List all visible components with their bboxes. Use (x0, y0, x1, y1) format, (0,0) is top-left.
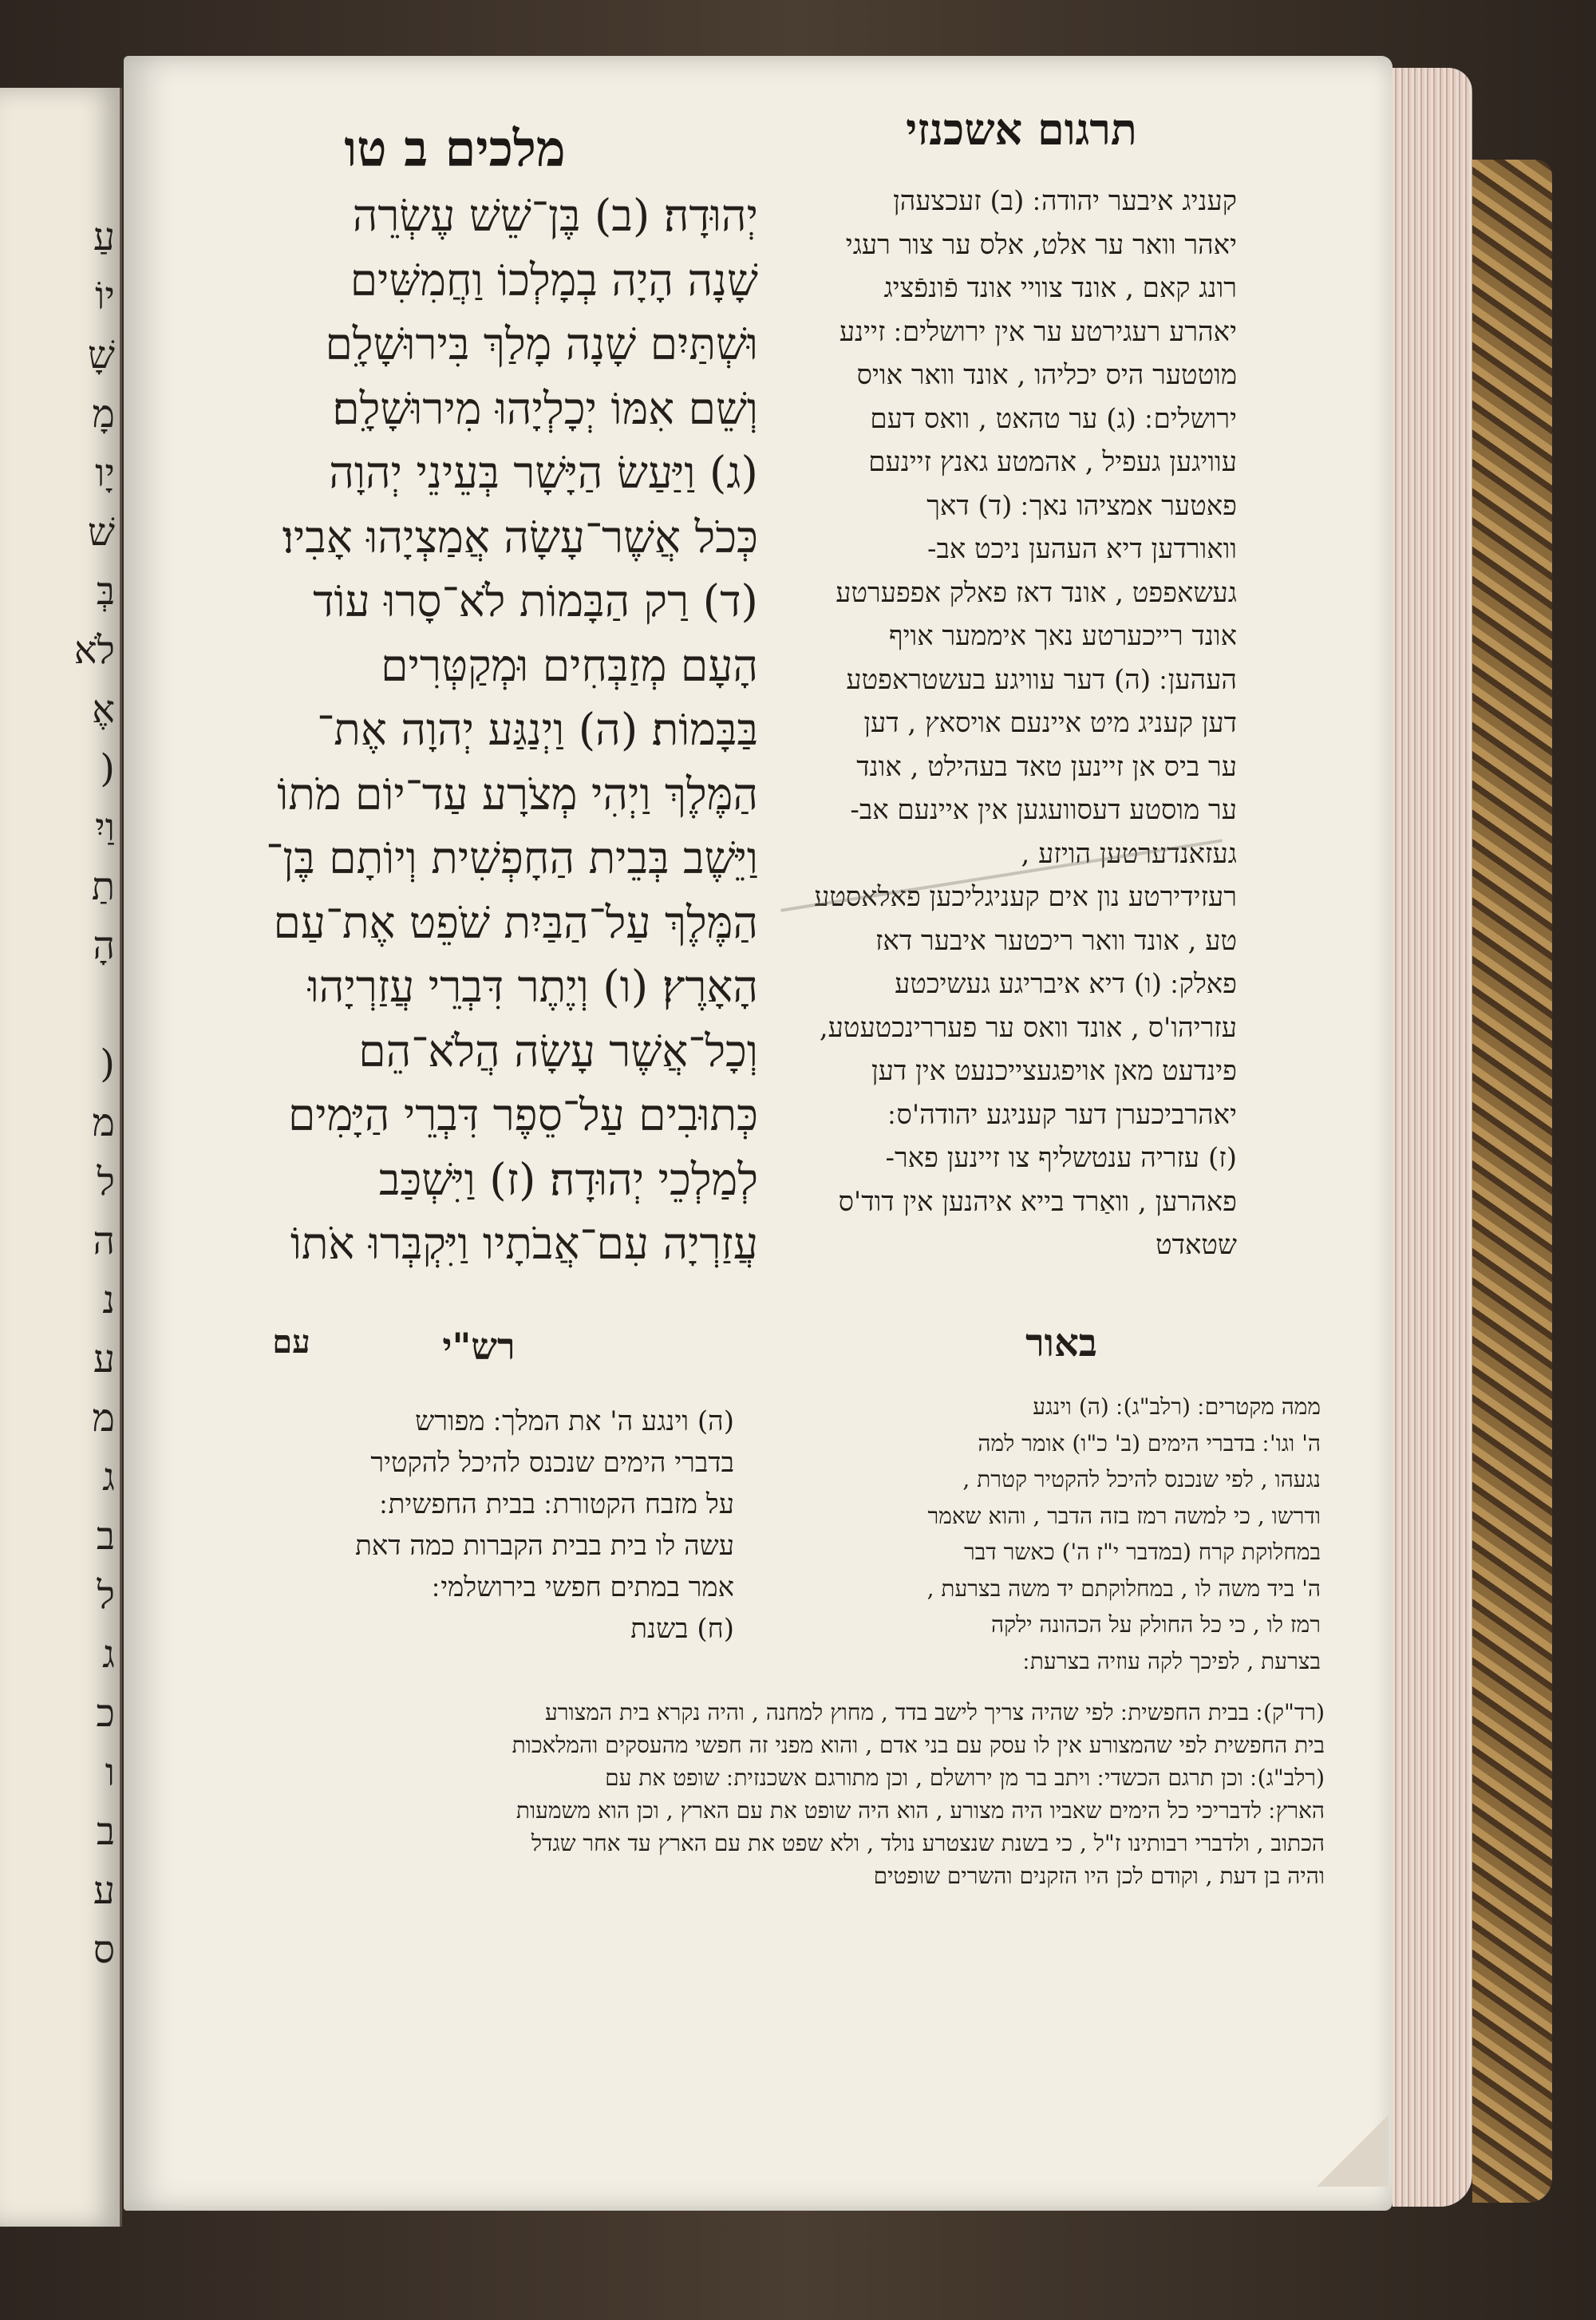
left-page-line: ג (102, 1632, 115, 1677)
targum-line: ירושלים ׃ (ג) ער טהאט , וואס דעם (870, 402, 1237, 435)
biur-line: ממה מקטרים ׃ (רלב"ג) ׃ (ה) וינגע (1033, 1393, 1321, 1420)
page-fore-edge (1393, 68, 1472, 2207)
biur-line: בצרעת , לפיכך לקה עוזיה בצרעת ׃ (1023, 1647, 1321, 1674)
left-page-line: לֹא (73, 628, 115, 673)
bible-line: (ג) וַיַּעַשׂ הַיָּשָׁר בְּעֵינֵי יְהוָה (329, 447, 758, 498)
rashi-line: בדברי הימים שנכנס להיכל להקטיר (370, 1447, 734, 1479)
targum-line: פאהרען , וואַרד בייא איהנען אין דוד'ס (838, 1185, 1237, 1218)
targum-line: (ז) עזריה ענטשליף צו זיינען פאר- (885, 1142, 1237, 1174)
left-page-line: ל (97, 1160, 115, 1204)
bible-line: בַּבָּמוֹת׃ (ה) וַיְנַגַּע יְהוָה אֶת־ (317, 704, 758, 755)
left-page-line: ה (93, 1219, 115, 1263)
left-page-line: בְּ (96, 569, 115, 614)
radak-line: בית החפשית לפי שהמצורע אין לו עסק עם בני אדם , והוא מפני זה חפשי מהעסקים והמלאכות (512, 1732, 1325, 1758)
book-cover-edge (1472, 160, 1552, 2203)
biur-commentary (770, 1389, 1321, 1679)
bible-line: וּשְׁתַּיִם שָׁנָה מָלַךְ בִּירוּשָׁלִָם (325, 318, 758, 370)
rashi-line: עשה לו בית בבית הקברות כמה דאת (355, 1530, 734, 1562)
left-page-line: ( (100, 746, 115, 791)
bible-line: הַמֶּלֶךְ וַיְהִי מְצֹרָע עַד־יוֹם מֹתוֹ (277, 768, 758, 820)
catchword: עם (272, 1323, 310, 1361)
targum-line: פאטער אמציהו נאך ׃ (ד) דאך (926, 489, 1237, 522)
left-page-line: מ (92, 1101, 115, 1145)
left-page-line: תַ (91, 864, 115, 909)
left-page-text (19, 207, 115, 2123)
radak-commentary (207, 1696, 1325, 1892)
targum-line: מוטטער היס יכליהו , אונד וואר אויס (856, 359, 1237, 391)
targum-line: וואורדען דיא העהען ניכט אב- (926, 533, 1237, 565)
left-page-line: אֶ (92, 687, 115, 732)
targum-line: העהען ׃ (ה) דער עוויגע בעשטראפטע (846, 663, 1237, 696)
bible-line: וַיֵּשֶׁב בְּבֵית הַחָפְשִׁית וְיוֹתָם בֶּן־ (266, 832, 758, 883)
rashi-line: (ה) וינגע ה' את המלך ׃ מפורש (415, 1405, 734, 1437)
left-page-line: יָו (95, 451, 115, 496)
targum-line: יאהרע רעגירטע ער אין ירושלים ׃ זיינע (839, 315, 1237, 348)
left-page-line: ו (105, 1750, 115, 1795)
targum-line: רעזידירטע נון אים קעניגליכען פאלאסטע (814, 881, 1237, 913)
biur-line: ה' וגו' ׃ בדברי הימים (ב' כ"ו) אומר למה (978, 1429, 1321, 1456)
biur-line: רמז לו , כי כל החולק על הכהונה ילקה (991, 1611, 1321, 1638)
left-page-line: ב (96, 1809, 115, 1854)
targum-line: אונד רייכערטע נאך איממער אויף (889, 620, 1237, 652)
bible-line: וְכָל־אֲשֶׁר עָשָׂה הֲלֹא־הֵם (358, 1025, 758, 1077)
rashi-line: על מזבח הקטורת ׃ בבית החפשית ׃ (379, 1488, 734, 1520)
rashi-line: אמר במתים חפשי בירושלמי ׃ (432, 1571, 734, 1603)
radak-line: והיה בן דעת , וקודם לכן היו הזקנים והשרים שופטים (873, 1863, 1325, 1889)
left-page-line: ב (96, 1514, 115, 1559)
biur-line: נגעהו , לפי שנכנס להיכל להקטיר קטרת , (962, 1466, 1321, 1492)
left-page-line: נ (102, 1278, 115, 1322)
left-page-line: כ (96, 1691, 115, 1736)
left-page-line: מ (92, 1396, 115, 1441)
bible-line: יְהוּדָה׃ (ב) בֶּן־שֵׁשׁ עֶשְׂרֵה (352, 190, 758, 241)
left-page-line: וַיִ (95, 805, 115, 850)
targum-line: ער מוסטע דעסוועגען אין איינעם אב- (850, 794, 1237, 826)
radak-line: (רלב"ג) ׃ וכן תרגם הכשדי ׃ ויתב בר מן ירושלם , וכן מתורגם אשכנזית ׃ שופט את עם (605, 1765, 1325, 1791)
bible-text-column (184, 184, 758, 1276)
bible-line: לְמַלְכֵי יְהוּדָה׃ (ז) וַיִּשְׁכַּב (378, 1153, 758, 1205)
left-page-line: ס (93, 1927, 115, 1972)
radak-line: הכתוב , ולדברי רבותינו ז"ל , כי בשנת שנצטרע נולד , ולא שפט את עם הארץ עד אחר שגדל (531, 1830, 1325, 1856)
radak-line: (רד"ק) ׃ בבית החפשית ׃ לפי שהיה צריך לישב בדד , מחוץ למחנה , והיה נקרא בית המצורע (544, 1699, 1325, 1725)
left-page-line: ג (102, 1455, 115, 1500)
left-page-line: שׁ (88, 510, 115, 555)
left-page-line: יוֹ (95, 274, 115, 318)
left-page-line: ל (97, 1573, 115, 1618)
targum-line: ער ביס אן זיינען טאד בעהילט , אונד (856, 750, 1237, 783)
biur-line: ודרשו , כי למשה רמז בזה הדבר , והוא שאמר (927, 1502, 1321, 1529)
left-page-line: מָ (92, 392, 115, 437)
targum-line: עזריהו'ס , אונד וואס ער פעררינכטעטע, (819, 1011, 1237, 1044)
rashi-commentary (207, 1401, 734, 1650)
targum-line: עוויגען געפיל , אהמטע גאנץ זיינעם (868, 446, 1237, 478)
rashi-line: (ח) בשנת (630, 1613, 734, 1645)
biur-line: ה' ביד משה לו , במחלוקתם יד משה בצרעת , (926, 1575, 1321, 1602)
bible-line: הָאָרֶץ׃ (ו) וְיֶתֶר דִּבְרֵי עֲזַרְיָהוּ (307, 961, 758, 1012)
targum-line: קעניג איבער יהודה ׃ (ב) זעכצעהן (893, 185, 1237, 217)
running-header-translation: תרגום אשכנזי (906, 104, 1137, 155)
bible-line: עֲזַרְיָה עִם־אֲבֹתָיו וַיִּקְבְּרוּ אֹתוֹ (290, 1218, 758, 1269)
targum-line: רונג קאם , אונד צוויי אונד פֿונפֿציג (883, 272, 1237, 304)
targum-column (766, 180, 1237, 1267)
left-page-line: עַ (93, 215, 115, 259)
bible-line: וְשֵׁם אִמּוֹ יְכָלְיָהוּ מִירוּשָׁלִָם׃ (332, 382, 758, 434)
targum-line: יאהרביכערן דער קעניגע יהודה'ס ׃ (887, 1098, 1237, 1131)
targum-line: שטאדט (1156, 1229, 1237, 1261)
targum-line: יאהר וואר ער אלט, אלס ער צור רעגי (845, 228, 1237, 261)
left-page-line: ע (93, 1337, 115, 1381)
targum-line: געשאפפט , אונד דאז פאלק אפפערטע (836, 576, 1237, 609)
left-page-line: ( (100, 1041, 115, 1086)
left-page-edge (0, 88, 122, 2227)
rashi-heading: רש"י (442, 1325, 516, 1368)
left-page-line: שָׁ (88, 333, 115, 377)
bible-line: (ד) רַק הַבָּמוֹת לֹא־סָרוּ עוֹד (313, 575, 758, 626)
left-page-line (19, 975, 115, 1034)
bible-line: כְּכֹל אֲשֶׁר־עָשָׂה אֲמַצְיָהוּ אָבִיו׃ (282, 511, 758, 563)
targum-line: געזאנדערטען הויזע , (1021, 837, 1237, 870)
left-page-line: הָ (93, 923, 115, 968)
bible-line: הָעָם מְזַבְּחִים וּמְקַטְּרִים (381, 639, 758, 691)
bible-line: הַמֶּלֶךְ עַל־הַבַּיִת שֹׁפֵט אֶת־עַם (273, 896, 758, 948)
targum-line: דען קעניג מיט איינעם אויסאץ , דען (863, 707, 1237, 739)
biur-line: במחלוקת קרח (במדבר י"ז ה') כאשר דבר (964, 1539, 1321, 1565)
targum-line: טע , אונד וואר ריכטער איבער דאז (875, 924, 1237, 957)
page-corner-curl (1317, 2115, 1389, 2187)
targum-line: פינדעט מאן אויפגעצייכנעט אין דען (871, 1055, 1237, 1087)
bible-line: כְּתוּבִים עַל־סֵפֶר דִּבְרֵי הַיָּמִים (287, 1089, 758, 1140)
bible-line: שָׁנָה הָיָה בְמָלְכוֹ וַחֲמִשִּׁים (350, 254, 758, 306)
biur-heading: באור (1025, 1321, 1097, 1366)
running-header-book: מלכים ב טו (344, 120, 566, 178)
radak-line: הארץ ׃ לדבריכי כל הימים שאביו היה מצורע , הוא היה שופט את עם הארץ , וכן הוא משמעות (516, 1797, 1325, 1824)
left-page-line: ע (93, 1868, 115, 1913)
targum-line: פאלק ׃ (ו) דיא איבריגע געשיכטע (895, 968, 1237, 1000)
